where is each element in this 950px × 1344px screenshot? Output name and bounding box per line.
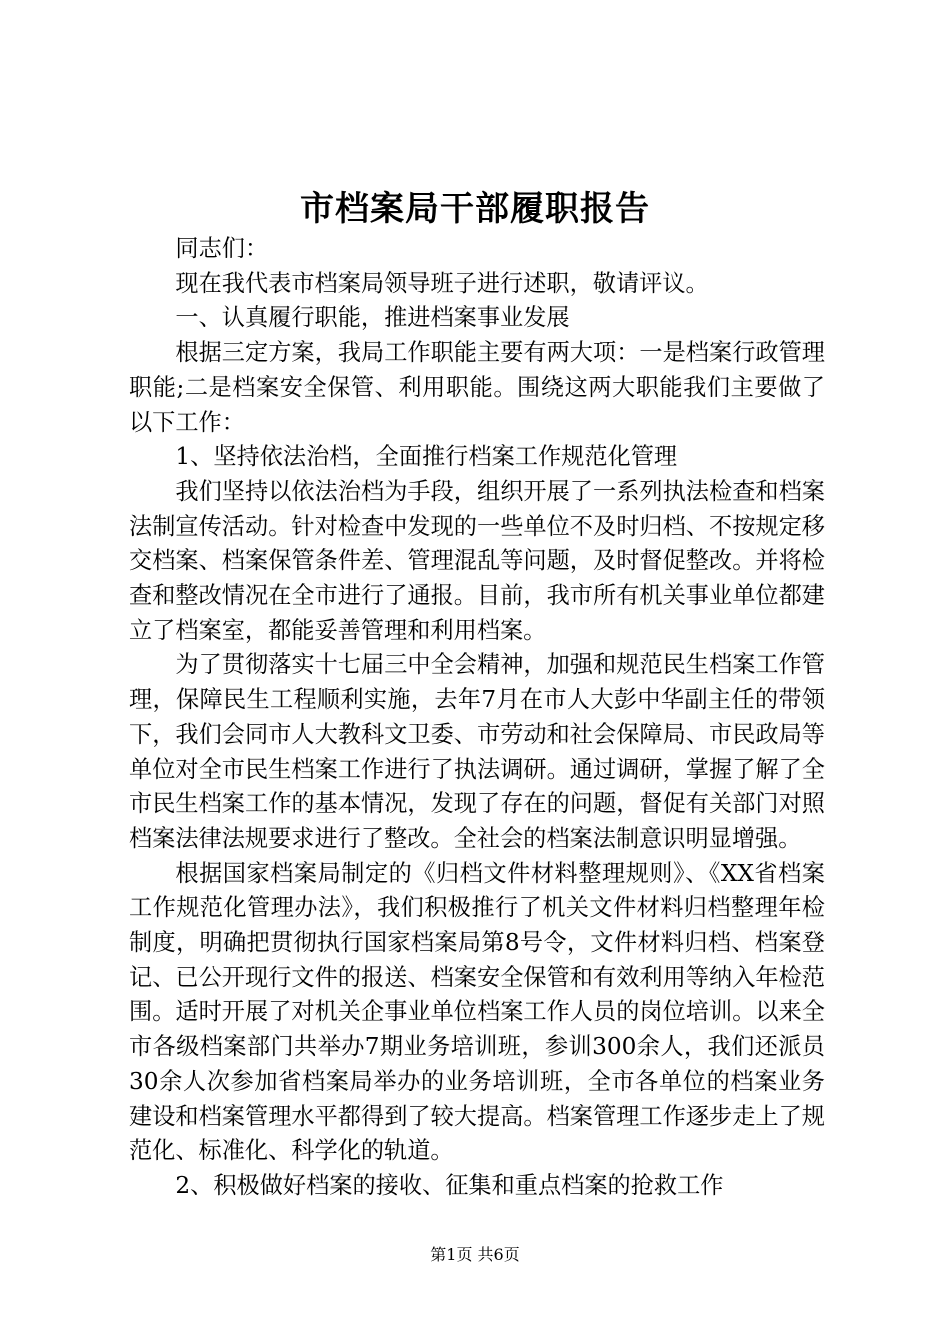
paragraph: 根据三定方案，我局工作职能主要有两大项：一是档案行政管理职能;二是档案安全保管、利用职能。围绕这两大职能我们主要做了以下工作： (129, 339, 825, 436)
page-footer: 第1页 共6页 (430, 1245, 520, 1264)
document-body (129, 232, 825, 1204)
section-heading-1: 一、认真履行职能，推进档案事业发展 (175, 304, 570, 332)
subsection-heading-2: 2、积极做好档案的接收、征集和重点档案的抢救工作 (175, 1171, 724, 1199)
subsection-heading-1: 1、坚持依法治档，全面推行档案工作规范化管理 (175, 443, 678, 471)
paragraph: 为了贯彻落实十七届三中全会精神，加强和规范民生档案工作管理，保障民生工程顺利实施，去年7月在市人大彭中华副主任的带领下，我们会同市人大教科文卫委、市劳动和社会保障局、市民政局等单位对全市民生档案工作进行了执法调研。通过调研，掌握了解了全市民生档案工作的基本情况，发现了存在的问题，督促有关部门对照档案法律法规要求进行了整改。全社会的档案法制意识明显增强。 (129, 651, 825, 852)
paragraph-intro: 现在我代表市档案局领导班子进行述职，敬请评议。 (175, 269, 709, 297)
paragraph: 根据国家档案局制定的《归档文件材料整理规则》、《XX省档案工作规范化管理办法》，我们积极推行了机关文件材料归档整理年检制度，明确把贯彻执行国家档案局第8号令，文件材料归档、档案登记、已公开现行文件的报送、档案安全保管和有效利用等纳入年检范围。适时开展了对机关企事业单位档案工作人员的岗位培训。以来全市各级档案部门共举办7期业务培训班，参训300余人，我们还派员30余人次参加省档案局举办的业务培训班，全市各单位的档案业务建设和档案管理水平都得到了较大提高。档案管理工作逐步走上了规范化、标准化、科学化的轨道。 (129, 859, 825, 1165)
paragraph: 我们坚持以依法治档为手段，组织开展了一系列执法检查和档案法制宣传活动。针对检查中发现的一些单位不及时归档、不按规定移交档案、档案保管条件差、管理混乱等问题，及时督促整改。并将检查和整改情况在全市进行了通报。目前，我市所有机关事业单位都建立了档案室，都能妥善管理和利用档案。 (129, 477, 825, 644)
paragraph-salutation: 同志们： (175, 235, 269, 262)
document-title: 市档案局干部履职报告 (300, 189, 650, 229)
